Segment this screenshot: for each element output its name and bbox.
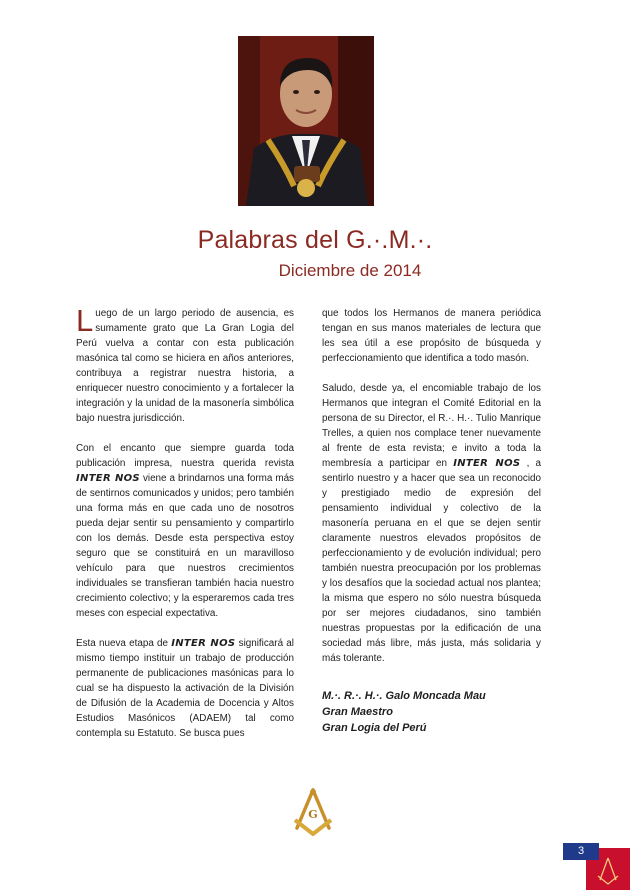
drop-cap: L xyxy=(76,303,94,338)
signature-block xyxy=(322,688,541,736)
magazine-name: INTER NOS xyxy=(453,458,521,469)
svg-text:G: G xyxy=(308,808,318,821)
magazine-name: INTER NOS xyxy=(76,473,140,484)
page-title: Palabras del G.·.M.·. xyxy=(197,226,433,254)
paragraph-3: Esta nueva etapa de INTER NOS significará al mismo tiempo instituir un trabajo de producción permanente de publicaciones masónicas para lo cual se ha dispuesto la activación de la División de Difusión de la Academia de Docencia y Altos Estudios Masónicos (ADAEM) tal como contempla su Estatuto. Se busca pues xyxy=(76,638,294,739)
signature-name: M.·. R.·. H.·. Galo Moncada Mau xyxy=(322,690,486,702)
grand-master-portrait xyxy=(238,36,374,206)
magazine-name: INTER NOS xyxy=(171,638,236,649)
article-column-left xyxy=(76,303,294,756)
paragraph-5: Saludo, desde ya, el encomiable trabajo de los Hermanos que integran el Comité Editorial en la persona de su Director, el R.·. H.·. Tulio Manrique Trelles, a quien nos complace tener nuevamente al frente de esta revista; e invito a toda la membresía a participar en INTER NOS , a sentirlo nuestro y a hacer que sea un reconocido y prestigiado medio de expresión del pensamiento individual y colectivo de la masonería peruana en el que se dejen sentir claramente nuestros elevados propósitos de perfeccionamiento y de evolución individual; pero también nuestra preocupación por los problemas y los desafíos que la sociedad actual nos plantea; la misma que espero no sólo nuestra búsqueda por ser mejores ciudadanos, sino también nuestras propuestas por la edificación de una sociedad más libre, más justa, más solidaria y más tolerante. xyxy=(322,383,541,664)
paragraph-2: Con el encanto que siempre guarda toda publicación impresa, nuestra querida revista INTER NOS viene a brindarnos una forma más de sentirnos comunicados y unidos; pero también una forma más en que cada uno de nosotros pueda dejar sentir su pensamiento y compartirlo con los demás. Desde esta perspectiva estoy seguro que se constituirá en un maravilloso vehículo para que nuestros crecimientos individuales se transfieran también hacia nuestro crecimiento colectivo; y la esperaremos cada tres meses con especial expectativa. xyxy=(76,443,294,619)
article-column-right xyxy=(322,306,541,736)
page-number: 3 xyxy=(563,843,599,860)
signature-role: Gran Maestro xyxy=(322,706,393,718)
paragraph-4: que todos los Hermanos de manera periódica tengan en sus manos materiales de lectura que les sea útil a ese propósito de búsqueda y perfeccionamiento que identifica a todo masón. xyxy=(322,308,541,364)
paragraph-1: Luego de un largo periodo de ausencia, es sumamente grato que La Gran Logia del Perú vuelva a contar con esta publicación masónica tal como se hiciera en años anteriores, contribuya a registrar nuestra historia, a enriquecer nuestro conocimiento y a fortalecer la integración y la unidad de la masonería simbólica bajo nuestra jurisdicción. xyxy=(76,303,294,424)
page-subtitle: Diciembre de 2014 xyxy=(278,261,422,280)
signature-org: Gran Logia del Perú xyxy=(322,722,427,734)
square-and-compass-icon xyxy=(291,788,335,836)
